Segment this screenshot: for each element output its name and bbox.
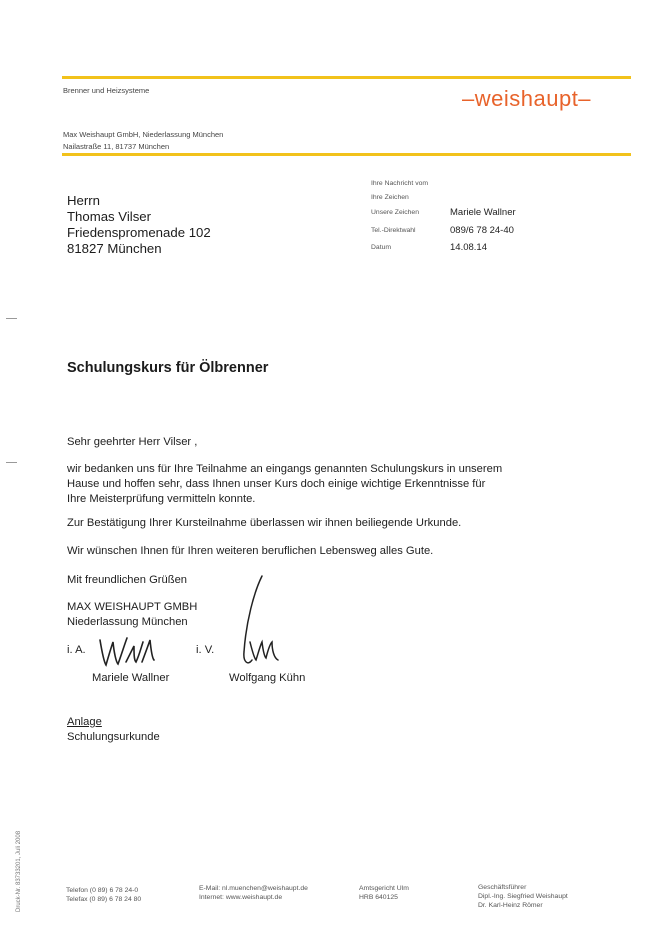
paragraph-1-line-1: wir bedanken uns für Ihre Teilnahme an eingangs genannten Schulungskurs in unserem bbox=[67, 463, 503, 475]
footer-gf-label: Geschäftsführer bbox=[478, 884, 527, 891]
letter-greeting: Sehr geehrter Herr Vilser , bbox=[67, 436, 198, 448]
ref-tel-value: 089/6 78 24-40 bbox=[450, 225, 514, 236]
signer-wallner-name: Mariele Wallner bbox=[92, 672, 170, 684]
recipient-address bbox=[67, 193, 211, 257]
signer-kuehn-name: Wolfgang Kühn bbox=[229, 672, 306, 684]
attachment-label: Anlage bbox=[67, 716, 102, 728]
print-number: Druck-Nr. 83733201, Juli 2008 bbox=[16, 830, 22, 912]
recipient-city: 81827 München bbox=[67, 241, 162, 256]
ref-unsere-zeichen-label: Unsere Zeichen bbox=[371, 209, 419, 216]
footer-email: E-Mail: nl.muenchen@weishaupt.de bbox=[199, 885, 308, 892]
ref-datum-value: 14.08.14 bbox=[450, 242, 487, 253]
recipient-name: Thomas Vilser bbox=[67, 209, 152, 224]
footer-telefax: Telefax (0 89) 6 78 24 80 bbox=[66, 896, 142, 903]
letter-subject: Schulungskurs für Ölbrenner bbox=[67, 360, 269, 376]
recipient-street: Friedenspromenade 102 bbox=[67, 225, 211, 240]
signature-ia: i. A. bbox=[67, 644, 86, 656]
fold-mark-middle bbox=[6, 462, 17, 463]
sender-company-line: Max Weishaupt GmbH, Niederlassung München bbox=[63, 130, 224, 139]
footer-telefon: Telefon (0 89) 6 78 24-0 bbox=[66, 887, 139, 894]
recipient-salutation: Herrn bbox=[67, 193, 100, 208]
signature-wallner-handwriting bbox=[96, 632, 160, 672]
sender-street-line: Nailastraße 11, 81737 München bbox=[63, 142, 170, 151]
footer-gf-2: Dr. Karl-Heinz Römer bbox=[478, 902, 543, 909]
paragraph-1-line-3: Ihre Meisterprüfung vermitteln konnte. bbox=[67, 493, 256, 505]
ref-ihre-nachricht-label: Ihre Nachricht vom bbox=[371, 180, 429, 187]
ref-datum-label: Datum bbox=[371, 244, 392, 251]
header-tagline: Brenner und Heizsysteme bbox=[63, 86, 150, 95]
ref-tel-label: Tel.-Direktwahl bbox=[371, 227, 416, 234]
header-top-rule bbox=[62, 76, 631, 79]
signature-kuehn-handwriting bbox=[236, 572, 282, 672]
signature-iv: i. V. bbox=[196, 644, 215, 656]
ref-unsere-zeichen-value: Mariele Wallner bbox=[450, 207, 516, 218]
fold-mark-top bbox=[6, 318, 17, 319]
letter-closing: Mit freundlichen Grüßen bbox=[67, 574, 188, 586]
signature-company: MAX WEISHAUPT GMBH bbox=[67, 601, 198, 613]
header-bottom-rule bbox=[62, 153, 631, 156]
attachment-item: Schulungsurkunde bbox=[67, 731, 160, 743]
letter-paragraph-1 bbox=[67, 462, 502, 507]
footer-hrb: HRB 640125 bbox=[359, 894, 398, 901]
signature-branch: Niederlassung München bbox=[67, 616, 188, 628]
paragraph-1-line-2: Hause und hoffen sehr, dass Ihnen unser Kurs doch einige wichtige Erkenntnisse für bbox=[67, 478, 486, 490]
footer-gf-1: Dipl.-Ing. Siegfried Weishaupt bbox=[478, 893, 568, 900]
footer-internet: Internet: www.weishaupt.de bbox=[199, 894, 283, 901]
letter-paragraph-3: Wir wünschen Ihnen für Ihren weiteren beruflichen Lebensweg alles Gute. bbox=[67, 545, 434, 557]
letter-paragraph-2: Zur Bestätigung Ihrer Kursteilnahme überlassen wir ihnen beiliegende Urkunde. bbox=[67, 517, 462, 529]
ref-ihre-zeichen-label: Ihre Zeichen bbox=[371, 194, 409, 201]
weishaupt-logo: –weishaupt– bbox=[462, 86, 592, 111]
footer-court: Amtsgericht Ulm bbox=[359, 885, 409, 892]
